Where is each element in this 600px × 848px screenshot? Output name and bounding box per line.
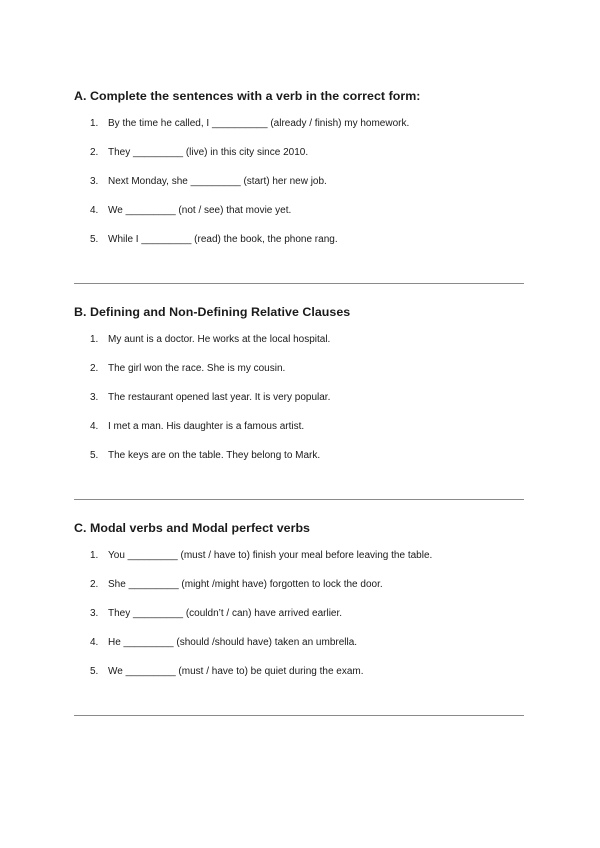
item-text: He _________ (should /should have) taken an umbrella. <box>108 637 358 648</box>
item-text: They _________ (couldn’t / can) have arrived earlier. <box>108 608 343 619</box>
item-number: 3. <box>90 608 99 619</box>
item-text: We _________ (must / have to) be quiet during the exam. <box>108 666 364 677</box>
section-title: A. Complete the sentences with a verb in the correct form: <box>74 89 421 103</box>
section-divider <box>74 715 524 716</box>
list-item <box>90 420 304 433</box>
item-number: 5. <box>90 450 99 461</box>
item-text: By the time he called, I __________ (already / finish) my homework. <box>108 118 410 129</box>
section-title: B. Defining and Non-Defining Relative Clauses <box>74 305 351 319</box>
item-number: 5. <box>90 234 99 245</box>
item-number: 5. <box>90 666 99 677</box>
item-number: 2. <box>90 579 99 590</box>
item-text: The restaurant opened last year. It is very popular. <box>108 392 331 403</box>
list-item <box>90 175 327 188</box>
item-text: My aunt is a doctor. He works at the local hospital. <box>108 334 331 345</box>
list-item <box>90 146 308 159</box>
list-item <box>90 449 320 462</box>
list-item <box>90 607 342 620</box>
item-number: 3. <box>90 392 99 403</box>
list-item <box>90 233 338 246</box>
item-text: While I _________ (read) the book, the phone rang. <box>108 234 338 245</box>
item-number: 4. <box>90 637 99 648</box>
item-text: She _________ (might /might have) forgotten to lock the door. <box>108 579 383 590</box>
list-item <box>90 636 357 649</box>
item-text: The girl won the race. She is my cousin. <box>108 363 286 374</box>
section-c <box>74 520 524 677</box>
section-title: C. Modal verbs and Modal perfect verbs <box>74 521 311 535</box>
item-text: I met a man. His daughter is a famous artist. <box>108 421 305 432</box>
list-item <box>90 665 364 678</box>
item-text: They _________ (live) in this city since 2010. <box>108 147 309 158</box>
item-number: 1. <box>90 118 99 129</box>
item-text: We _________ (not / see) that movie yet. <box>108 205 292 216</box>
list-item <box>90 549 432 562</box>
item-text: The keys are on the table. They belong to Mark. <box>108 450 321 461</box>
item-number: 4. <box>90 205 99 216</box>
list-item <box>90 578 383 591</box>
item-number: 1. <box>90 550 99 561</box>
item-number: 2. <box>90 147 99 158</box>
list-item <box>90 333 330 346</box>
item-text: You _________ (must / have to) finish your meal before leaving the table. <box>108 550 433 561</box>
list-item <box>90 204 291 217</box>
item-number: 3. <box>90 176 99 187</box>
item-text: Next Monday, she _________ (start) her new job. <box>108 176 327 187</box>
item-number: 1. <box>90 334 99 345</box>
section-a <box>74 88 524 245</box>
item-number: 4. <box>90 421 99 432</box>
item-number: 2. <box>90 363 99 374</box>
list-item <box>90 391 330 404</box>
list-item <box>90 117 409 130</box>
section-divider <box>74 499 524 500</box>
section-b <box>74 304 524 461</box>
section-divider <box>74 283 524 284</box>
list-item <box>90 362 285 375</box>
